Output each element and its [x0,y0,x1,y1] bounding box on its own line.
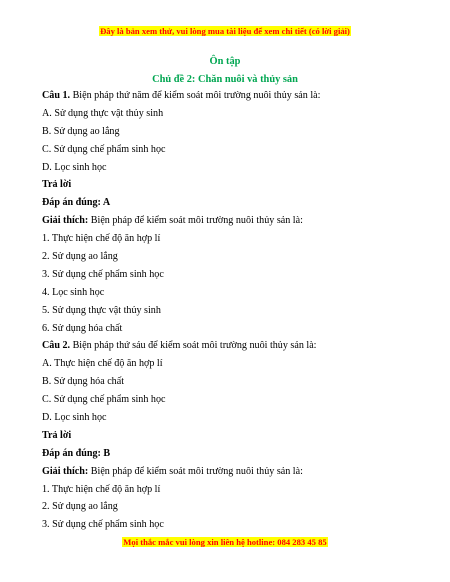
explanation-item: 2. Sử dụng ao lắng [42,251,118,263]
question-1-explanation-text: Biện pháp để kiểm soát môi trường nuôi thủy sản là: [88,215,303,227]
explanation-item: 1. Thực hiện chế độ ăn hợp lí [42,483,161,495]
question-2-text: Biện pháp thứ sáu để kiểm soát môi trường nuôi thủy sản là: [70,340,317,352]
question-2-option-c: C. Sử dụng chế phẩm sinh học [42,394,166,406]
explanation-item: 4. Lọc sinh học [42,286,105,298]
question-2-option-d: D. Lọc sinh học [42,412,107,424]
question-1-option-a: A. Sử dụng thực vật thủy sinh [42,107,164,119]
question-2 [42,340,430,358]
question-2-option-b: B. Sử dụng hóa chất [42,376,125,388]
question-1-option-b: B. Sử dụng ao lắng [42,125,120,137]
question-2-explanation [42,466,430,484]
explanation-item: 3. Sử dụng chế phẩm sinh học [42,519,164,531]
question-2-correct-answer: Đáp án đúng: B [42,447,111,459]
question-1-text: Biện pháp thứ năm để kiểm soát môi trường nuôi thủy sản là: [70,90,321,101]
question-1-explanation [42,215,430,233]
question-1-correct-answer: Đáp án đúng: A [42,197,111,209]
explanation-item: 5. Sử dụng thực vật thủy sinh [42,304,161,316]
explanation-item: 1. Thực hiện chế độ ăn hợp lí [42,233,161,245]
document-body [42,90,430,537]
question-2-label: Câu 2. [42,340,71,352]
preview-notice-banner [0,25,450,37]
question-1-label: Câu 1. [42,90,71,101]
hotline-banner [0,536,450,548]
question-1-option-d: D. Lọc sinh học [42,161,107,173]
question-2-answer-heading: Trả lời [42,429,72,441]
explanation-item: 3. Sử dụng chế phẩm sinh học [42,268,164,280]
preview-notice-text: Đây là bản xem thử, vui lòng mua tài liệu để xem chi tiết (có lời giải) [100,26,350,36]
question-1 [42,90,430,108]
document-heading: Ôn tập [209,56,241,67]
explanation-item: 2. Sử dụng ao lắng [42,501,118,513]
hotline-text: Mọi thắc mắc vui lòng xin liên hệ hotline: 084 283 45 85 [123,537,327,547]
question-2-explanation-label: Giải thích: [42,465,89,477]
question-1-explanation-label: Giải thích: [42,215,89,227]
question-1-option-c: C. Sử dụng chế phẩm sinh học [42,143,166,155]
question-2-explanation-text: Biện pháp để kiểm soát môi trường nuôi thủy sản là: [88,465,303,477]
explanation-item: 6. Sử dụng hóa chất [42,322,123,334]
question-1-answer-heading: Trả lời [42,179,72,191]
document-subheading: Chủ đề 2: Chăn nuôi và thủy sản [152,74,298,85]
question-2-option-a: A. Thực hiện chế độ ăn hợp lí [42,358,163,370]
